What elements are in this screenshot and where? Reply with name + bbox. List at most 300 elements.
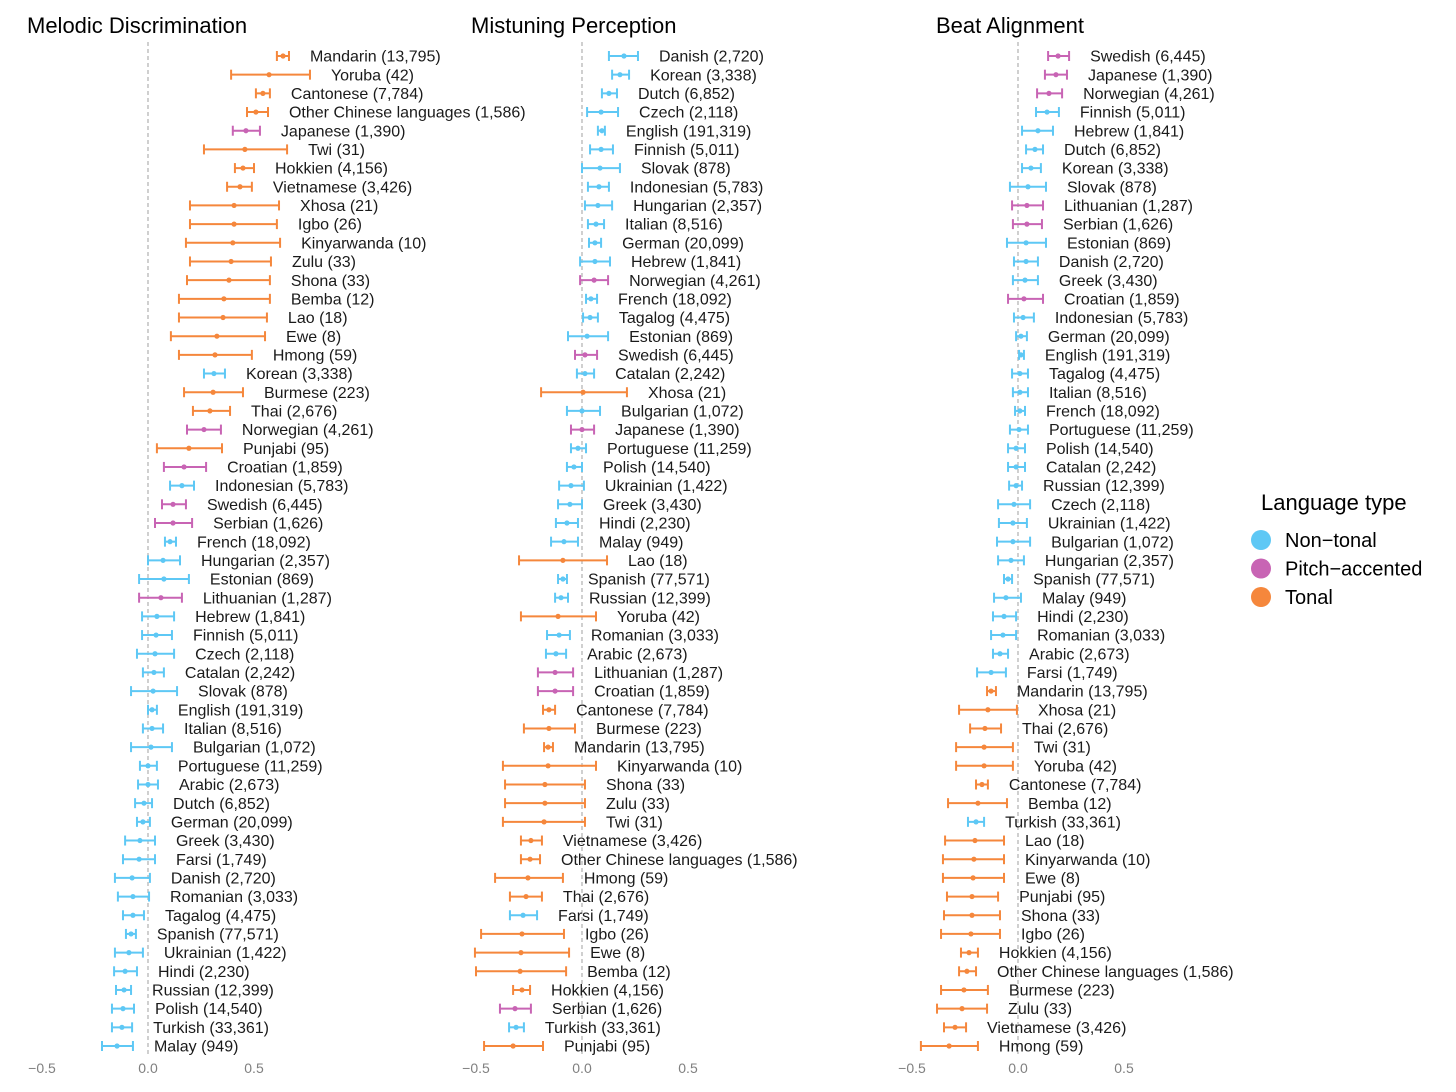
language-label: Lao (18)	[287, 310, 348, 328]
estimate-point	[1023, 240, 1028, 245]
language-label: Ukrainian (1,422)	[163, 945, 287, 963]
language-label: Ewe (8)	[590, 945, 646, 963]
language-label: Malay (949)	[598, 534, 684, 552]
language-label: Catalan (2,242)	[1045, 459, 1157, 477]
language-label: Yoruba (42)	[330, 67, 414, 85]
language-label: Japanese (1,390)	[1087, 67, 1213, 85]
language-label: Czech (2,118)	[639, 104, 739, 122]
language-label: Xhosa (21)	[647, 384, 727, 402]
language-label: Slovak (878)	[640, 160, 731, 178]
estimate-point	[1001, 614, 1006, 619]
estimate-point	[140, 819, 145, 824]
language-label: Finnish (5,011)	[633, 141, 740, 159]
estimate-point	[584, 334, 589, 339]
estimate-point	[266, 72, 271, 77]
language-label: Dutch (6,852)	[637, 85, 735, 103]
estimate-point	[260, 91, 265, 96]
estimate-point	[220, 315, 225, 320]
language-label: Lithuanian (1,287)	[594, 665, 724, 683]
estimate-point	[149, 726, 154, 731]
estimate-point	[580, 390, 585, 395]
estimate-point	[571, 464, 576, 469]
estimate-point	[152, 651, 157, 656]
x-tick-label: 0.0	[572, 1060, 592, 1076]
language-label: Turkish (33,361)	[544, 1019, 661, 1037]
language-label: English (191,319)	[177, 702, 304, 720]
x-tick-label: 0.0	[138, 1060, 158, 1076]
estimate-point	[1020, 315, 1025, 320]
language-label: Bulgarian (1,072)	[192, 739, 316, 757]
language-label: Igbo (26)	[1020, 926, 1086, 944]
estimate-point	[988, 670, 993, 675]
estimate-point	[523, 894, 528, 899]
language-label: Norwegian (4,261)	[1083, 85, 1215, 103]
language-label: Hokkien (4,156)	[275, 160, 388, 178]
estimate-point	[979, 782, 984, 787]
estimate-point	[560, 576, 565, 581]
language-label: Japanese (1,390)	[280, 123, 406, 141]
estimate-point	[1028, 165, 1033, 170]
x-tick-label: 0.0	[1008, 1060, 1028, 1076]
language-label: Korean (3,338)	[1061, 160, 1169, 178]
estimate-point	[561, 539, 566, 544]
estimate-point	[557, 632, 562, 637]
language-label: Spanish (77,571)	[587, 571, 710, 589]
language-label: Croatian (1,859)	[1064, 291, 1180, 309]
language-label: Catalan (2,242)	[615, 366, 726, 384]
language-label: Spanish (77,571)	[1033, 571, 1155, 589]
estimate-point	[170, 502, 175, 507]
estimate-point	[201, 427, 206, 432]
language-label: Indonesian (5,783)	[1054, 310, 1189, 328]
language-label: French (18,092)	[618, 291, 732, 309]
estimate-point	[1024, 203, 1029, 208]
estimate-point	[512, 1006, 517, 1011]
language-label: Malay (949)	[153, 1038, 239, 1056]
estimate-point	[207, 408, 212, 413]
estimate-point	[555, 614, 560, 619]
language-label: Arabic (2,673)	[587, 646, 688, 664]
estimate-point	[153, 632, 158, 637]
language-label: Swedish (6,445)	[1090, 48, 1206, 66]
language-label: Hebrew (1,841)	[1073, 123, 1185, 141]
estimate-point	[545, 745, 550, 750]
legend-label: Non−tonal	[1285, 530, 1377, 553]
estimate-point	[981, 745, 986, 750]
language-label: Shona (33)	[605, 777, 686, 795]
language-label: Estonian (869)	[1066, 235, 1172, 253]
legend-swatch	[1251, 530, 1271, 550]
estimate-point	[598, 109, 603, 114]
estimate-point	[230, 240, 235, 245]
x-tick-label: 0.5	[678, 1060, 698, 1076]
language-label: Twi (31)	[308, 141, 365, 159]
language-label: Farsi (1,749)	[175, 851, 267, 869]
estimate-point	[592, 240, 597, 245]
panel-title: Melodic Discrimination	[27, 13, 248, 38]
estimate-point	[130, 913, 135, 918]
estimate-point	[179, 483, 184, 488]
estimate-point	[214, 334, 219, 339]
estimate-point	[1013, 483, 1018, 488]
estimate-point	[997, 651, 1002, 656]
estimate-point	[598, 147, 603, 152]
x-tick-label: −0.5	[28, 1060, 56, 1076]
estimate-point	[121, 987, 126, 992]
estimate-point	[181, 464, 186, 469]
estimate-point	[542, 782, 547, 787]
estimate-point	[136, 857, 141, 862]
language-label: Czech (2,118)	[195, 646, 295, 664]
estimate-point	[520, 913, 525, 918]
language-label: Estonian (869)	[209, 571, 314, 589]
legend-label: Tonal	[1285, 587, 1333, 610]
estimate-point	[130, 875, 135, 880]
language-label: German (20,099)	[1047, 328, 1170, 346]
language-label: Danish (2,720)	[1058, 254, 1164, 272]
estimate-point	[525, 875, 530, 880]
estimate-point	[596, 184, 601, 189]
language-label: Thai (2,676)	[251, 403, 338, 421]
estimate-point	[243, 128, 248, 133]
estimate-point	[211, 371, 216, 376]
estimate-point	[170, 520, 175, 525]
language-label: Dutch (6,852)	[173, 795, 270, 813]
legend-title: Language type	[1261, 490, 1407, 515]
language-label: Romanian (3,033)	[170, 889, 299, 907]
language-label: Arabic (2,673)	[1029, 646, 1130, 664]
estimate-point	[617, 72, 622, 77]
panel-title: Mistuning Perception	[471, 13, 677, 38]
language-label: Norwegian (4,261)	[629, 272, 761, 290]
language-label: German (20,099)	[170, 814, 293, 832]
estimate-point	[579, 408, 584, 413]
language-label: Mandarin (13,795)	[309, 48, 441, 66]
data-row	[959, 964, 1234, 981]
language-label: Hmong (59)	[998, 1038, 1084, 1056]
language-label: Cantonese (7,784)	[576, 702, 709, 720]
language-label: Thai (2,676)	[1022, 721, 1109, 739]
language-label: Yoruba (42)	[1033, 758, 1117, 776]
language-label: Croatian (1,859)	[594, 683, 710, 701]
language-label: Burmese (223)	[263, 384, 370, 402]
language-label: Bemba (12)	[290, 291, 375, 309]
estimate-point	[545, 763, 550, 768]
estimate-point	[237, 184, 242, 189]
language-label: Japanese (1,390)	[615, 422, 740, 440]
language-label: Zulu (33)	[1008, 1001, 1073, 1019]
estimate-point	[226, 278, 231, 283]
estimate-point	[981, 763, 986, 768]
language-label: Cantonese (7,784)	[1008, 777, 1142, 795]
estimate-point	[221, 296, 226, 301]
language-label: Hindi (2,230)	[1037, 608, 1129, 626]
estimate-point	[964, 969, 969, 974]
estimate-point	[961, 987, 966, 992]
estimate-point	[141, 801, 146, 806]
estimate-point	[154, 614, 159, 619]
estimate-point	[240, 165, 245, 170]
estimate-point	[120, 1006, 125, 1011]
estimate-point	[527, 857, 532, 862]
estimate-point	[947, 1043, 952, 1048]
estimate-point	[1053, 72, 1058, 77]
legend-label: Pitch−accented	[1285, 558, 1423, 581]
language-label: Mandarin (13,795)	[573, 739, 705, 757]
estimate-point	[971, 857, 976, 862]
estimate-point	[229, 259, 234, 264]
language-label: Punjabi (95)	[1019, 889, 1106, 907]
estimate-point	[510, 1043, 515, 1048]
language-label: Croatian (1,859)	[227, 459, 343, 477]
estimate-point	[587, 315, 592, 320]
estimate-point	[975, 801, 980, 806]
language-label: Yoruba (42)	[616, 608, 701, 626]
estimate-point	[518, 950, 523, 955]
estimate-point	[1055, 53, 1060, 58]
language-label: Tagalog (4,475)	[618, 310, 731, 328]
estimate-point	[149, 707, 154, 712]
estimate-point	[1010, 539, 1015, 544]
language-label: Polish (14,540)	[603, 459, 711, 477]
estimate-point	[985, 707, 990, 712]
estimate-point	[575, 446, 580, 451]
estimate-point	[973, 819, 978, 824]
estimate-point	[167, 539, 172, 544]
estimate-point	[151, 670, 156, 675]
estimate-point	[280, 53, 285, 58]
estimate-point	[253, 109, 258, 114]
estimate-point	[519, 931, 524, 936]
language-label: Hmong (59)	[272, 347, 358, 365]
estimate-point	[1013, 446, 1018, 451]
language-label: Korean (3,338)	[245, 366, 353, 384]
language-label: Thai (2,676)	[562, 889, 650, 907]
language-label: Shona (33)	[290, 272, 371, 290]
estimate-point	[1021, 296, 1026, 301]
language-label: Finnish (5,011)	[192, 627, 299, 645]
estimate-point	[1017, 371, 1022, 376]
legend-swatch	[1251, 587, 1271, 607]
language-label: Korean (3,338)	[650, 67, 757, 85]
language-label: Hokkien (4,156)	[551, 982, 665, 1000]
language-label: Igbo (26)	[584, 926, 650, 944]
language-label: Kinyarwanda (10)	[616, 758, 743, 776]
language-label: Xhosa (21)	[300, 198, 379, 216]
language-label: Tagalog (4,475)	[164, 907, 277, 925]
estimate-point	[212, 352, 217, 357]
estimate-point	[1010, 520, 1015, 525]
language-label: Indonesian (5,783)	[215, 478, 349, 496]
language-label: Finnish (5,011)	[1079, 104, 1186, 122]
language-label: Russian (12,399)	[152, 982, 274, 1000]
language-label: French (18,092)	[1045, 403, 1160, 421]
estimate-point	[231, 222, 236, 227]
language-label: English (191,319)	[1044, 347, 1171, 365]
estimate-point	[517, 969, 522, 974]
estimate-point	[988, 688, 993, 693]
language-label: Other Chinese languages (1,586)	[997, 963, 1234, 981]
estimate-point	[128, 931, 133, 936]
language-label: Polish (14,540)	[155, 1001, 263, 1019]
language-label: Lithuanian (1,287)	[1064, 198, 1194, 216]
language-label: Italian (8,516)	[1048, 384, 1147, 402]
estimate-point	[148, 745, 153, 750]
language-label: Slovak (878)	[1066, 179, 1157, 197]
estimate-point	[592, 259, 597, 264]
estimate-point	[114, 1043, 119, 1048]
language-label: Greek (3,430)	[603, 496, 702, 514]
language-label: Italian (8,516)	[184, 721, 282, 739]
language-label: Bemba (12)	[1027, 795, 1112, 813]
estimate-point	[552, 688, 557, 693]
language-label: Portuguese (11,259)	[1048, 422, 1194, 440]
language-label: Ewe (8)	[286, 328, 342, 346]
estimate-point	[546, 726, 551, 731]
estimate-point	[595, 203, 600, 208]
estimate-point	[564, 520, 569, 525]
estimate-point	[1046, 91, 1051, 96]
estimate-point	[970, 875, 975, 880]
estimate-point	[588, 296, 593, 301]
estimate-point	[1005, 576, 1010, 581]
legend-swatch	[1251, 559, 1271, 579]
data-row	[521, 852, 798, 869]
estimate-point	[553, 651, 558, 656]
language-label: Shona (33)	[1020, 907, 1101, 925]
estimate-point	[567, 502, 572, 507]
language-label: Serbian (1,626)	[213, 515, 324, 533]
estimate-point	[528, 838, 533, 843]
language-label: Portuguese (11,259)	[607, 440, 752, 458]
language-label: Greek (3,430)	[1058, 272, 1158, 290]
estimate-point	[969, 894, 974, 899]
language-label: Hungarian (2,357)	[201, 552, 330, 570]
estimate-point	[145, 763, 150, 768]
estimate-point	[959, 1006, 964, 1011]
estimate-point	[1032, 147, 1037, 152]
estimate-point	[972, 838, 977, 843]
language-label: Ukrainian (1,422)	[604, 478, 728, 496]
language-label: Dutch (6,852)	[1064, 141, 1161, 159]
estimate-point	[1024, 222, 1029, 227]
language-label: Turkish (33,361)	[153, 1019, 270, 1037]
language-label: Zulu (33)	[605, 795, 670, 813]
estimate-point	[560, 558, 565, 563]
estimate-point	[1035, 128, 1040, 133]
estimate-point	[123, 969, 128, 974]
estimate-point	[546, 707, 551, 712]
language-label: Lithuanian (1,287)	[202, 590, 332, 608]
language-label: Kinyarwanda (10)	[1025, 851, 1151, 869]
estimate-point	[966, 950, 971, 955]
language-label: Burmese (223)	[1008, 982, 1115, 1000]
estimate-point	[137, 838, 142, 843]
language-label: Vietnamese (3,426)	[272, 179, 413, 197]
language-label: Zulu (33)	[291, 254, 356, 272]
language-label: Italian (8,516)	[625, 216, 723, 234]
estimate-point	[1017, 408, 1022, 413]
language-label: Igbo (26)	[297, 216, 362, 234]
language-label: Twi (31)	[605, 814, 663, 832]
language-label: Twi (31)	[1033, 739, 1091, 757]
estimate-point	[126, 950, 131, 955]
language-label: Punjabi (95)	[563, 1038, 651, 1056]
language-label: Hindi (2,230)	[157, 963, 250, 981]
estimate-point	[568, 483, 573, 488]
language-label: Lao (18)	[628, 552, 688, 570]
estimate-point	[1022, 278, 1027, 283]
x-tick-label: 0.5	[1114, 1060, 1134, 1076]
estimate-point	[1003, 595, 1008, 600]
estimate-point	[541, 819, 546, 824]
estimate-point	[1018, 352, 1023, 357]
language-label: Punjabi (95)	[242, 440, 330, 458]
language-label: Russian (12,399)	[589, 590, 711, 608]
language-label: Danish (2,720)	[170, 870, 276, 888]
legend-item-tonal	[1251, 587, 1333, 609]
language-label: Hebrew (1,841)	[195, 608, 306, 626]
language-label: Spanish (77,571)	[156, 926, 279, 944]
language-label: Slovak (878)	[198, 683, 288, 701]
estimate-point	[969, 913, 974, 918]
language-label: Xhosa (21)	[1037, 702, 1117, 720]
estimate-point	[158, 595, 163, 600]
estimate-point	[579, 427, 584, 432]
estimate-point	[161, 576, 166, 581]
language-label: Arabic (2,673)	[178, 777, 280, 795]
estimate-point	[1044, 109, 1049, 114]
language-label: Turkish (33,361)	[1005, 814, 1121, 832]
estimate-point	[593, 222, 598, 227]
language-label: Hmong (59)	[583, 870, 669, 888]
language-label: Bemba (12)	[587, 963, 671, 981]
estimate-point	[582, 352, 587, 357]
estimate-point	[591, 278, 596, 283]
estimate-point	[599, 128, 604, 133]
language-label: Hebrew (1,841)	[630, 254, 742, 272]
estimate-point	[1016, 427, 1021, 432]
language-label: Kinyarwanda (10)	[301, 235, 427, 253]
language-label: Malay (949)	[1041, 590, 1127, 608]
panel-title: Beat Alignment	[936, 13, 1084, 38]
estimate-point	[597, 165, 602, 170]
language-label: Estonian (869)	[629, 328, 734, 346]
estimate-point	[1025, 184, 1030, 189]
x-tick-label: −0.5	[898, 1060, 926, 1076]
language-label: French (18,092)	[196, 534, 311, 552]
estimate-point	[582, 371, 587, 376]
estimate-point	[519, 987, 524, 992]
language-label: Swedish (6,445)	[206, 496, 323, 514]
language-label: Vietnamese (3,426)	[987, 1019, 1127, 1037]
language-label: Hungarian (2,357)	[1044, 552, 1174, 570]
language-label: Russian (12,399)	[1043, 478, 1165, 496]
language-label: Other Chinese languages (1,586)	[288, 104, 526, 122]
estimate-point	[145, 782, 150, 787]
estimate-point	[186, 446, 191, 451]
x-tick-label: 0.5	[244, 1060, 264, 1076]
language-label: Lao (18)	[1025, 833, 1085, 851]
estimate-point	[968, 931, 973, 936]
estimate-point	[1023, 259, 1028, 264]
language-label: Ukrainian (1,422)	[1047, 515, 1171, 533]
language-label: Bulgarian (1,072)	[621, 403, 744, 421]
estimate-point	[558, 595, 563, 600]
language-label: Cantonese (7,784)	[290, 85, 424, 103]
language-label: Ewe (8)	[1025, 870, 1081, 888]
estimate-point	[621, 53, 626, 58]
